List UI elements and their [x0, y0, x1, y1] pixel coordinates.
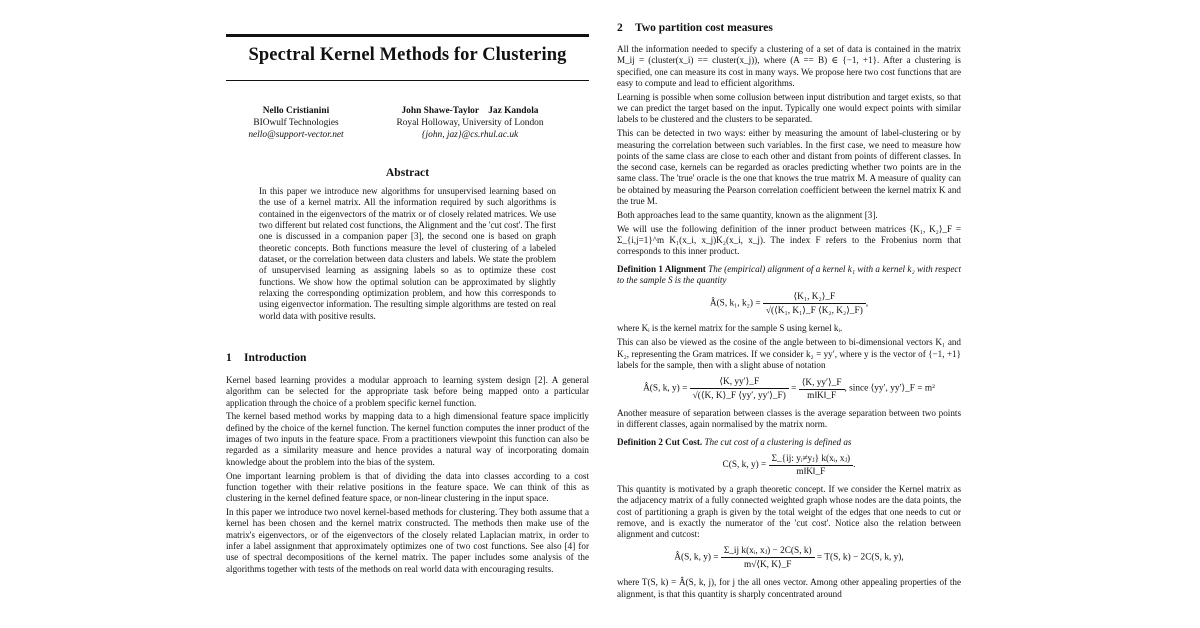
- numerator: ⟨K, yy′⟩_F: [690, 376, 789, 389]
- title-top-rule: [226, 34, 589, 37]
- equation-fraction: [721, 545, 815, 570]
- section-title: Introduction: [244, 352, 307, 364]
- introduction-body: [226, 375, 589, 577]
- section-title: Two partition cost measures: [635, 22, 773, 34]
- equation-lhs: Â(S, k₁, k₂) =: [709, 298, 761, 309]
- equation-lhs: Â(S, k, y) =: [674, 553, 719, 564]
- paragraph: All the information needed to specify a clustering of a set of data is contained in the matrix M_ij = (cluster(x_i) == cluster(x_j)), where (A == B) ∈ {−1, +1}. After a clustering is specified, one can measure its cost in many ways. We propose here two cost functions that are easy to compute and lead to efficient algorithms.: [617, 44, 961, 88]
- equation-tail: , since ⟨yy′, yy′⟩_F = m²: [844, 383, 935, 394]
- author-name: John Shawe-Taylor Jaz Kandola: [401, 106, 539, 116]
- paragraph: This quantity is motivated by a graph theoretic concept. If we consider the Kernel matrix as the adjacency matrix of a fully connected weighted graph whose nodes are the data points, the cost of partitioning a graph is given by the total weight of the edges that one needs to cut or remove, and is exactly the numerator of the 'cut cost'. Notice also the relation between alignment and cutcost:: [617, 483, 961, 540]
- author-1: [244, 105, 348, 142]
- paragraph: Another measure of separation between classes is the average separation between two points in different classes, again normalised by the matrix norm.: [617, 408, 961, 430]
- equation-lhs: C(S, k, y) =: [722, 460, 767, 471]
- section-number: 1: [226, 352, 232, 364]
- equation-equals: =: [791, 383, 797, 394]
- definition-text: The (empirical) alignment of a kernel k₁ with a kernel k₂ with respect to the sample S is the quantity: [617, 263, 962, 286]
- equation-tail: = T(S, k) − 2C(S, k, y),: [816, 553, 904, 564]
- equation-fraction: [799, 377, 845, 401]
- equation-lhs: Â(S, k, y) =: [643, 383, 688, 394]
- paragraph: In this paper we introduce two novel kernel-based methods for clustering. They both assume that a kernel has been chosen and the kernel matrix constructed. The methods then make use of the matrix's eigenvectors, or of the eigenvectors of the closely related Laplacian matrix, in order to infer a label assignment that approximately optimizes one of two cost functions. See also [4] for use of spectral decompositions of the kernel matrix. The paper includes some analysis of the algorithms together with tests of the methods on real world data with encouraging results.: [226, 507, 589, 574]
- equation-fraction: [690, 376, 789, 401]
- numerator: Σ_{ij: yᵢ≠yⱼ} k(xᵢ, xⱼ): [769, 453, 854, 466]
- section-number: 2: [617, 22, 623, 34]
- paragraph: where Kᵢ is the kernel matrix for the sample S using kernel kᵢ.: [617, 323, 843, 334]
- section-2-body: [617, 44, 961, 603]
- abstract-text: In this paper we introduce new algorithms for unsupervised learning based on the use of a kernel matrix. All the information required by such algorithms is contained in the eigenvectors of the matrix or of closely related matrices. We use two different but related cost functions, the Alignment and the 'cut cost'. The first one is discussed in a companion paper [3], the second one is based on graph theoretic concepts. Both functions measure the level of clustering of a labeled dataset, or the correlation between data clusters and labels. We state the problem of unsupervised learning as assigning labels so as to optimize these cost functions. We show how the optimal solution can be approximated by slightly relaxing the corresponding optimization problem, and how this corresponds to using eigenvector information. The resulting simple algorithms are tested on real world data with positive results.: [259, 186, 556, 321]
- author-name: Nello Cristianini: [262, 106, 330, 116]
- title-bottom-rule: [226, 80, 589, 81]
- paragraph: One important learning problem is that of dividing the data into classes according to a cost function together with their relative positions in the feature space. We can think of this as clustering in the kernel defined feature space, or non-linear clustering in the input space.: [226, 470, 589, 504]
- numerator: ⟨K, yy′⟩_F: [799, 377, 845, 390]
- equation-fraction: [763, 291, 869, 317]
- definition-1: [617, 264, 961, 287]
- paragraph: This can be detected in two ways: either by measuring the amount of label-clustering or by measuring the correlation between such variables. In the first case, we need to measure how points of the same class are close to each other and distant from points of different classes. In the second case, kernels can be regarded as oracles predicting whether two points are in the same class. The 'true' oracle is the one that knows the true matrix M. A measure of quality can be obtained by measuring the Pearson correlation coefficient between the kernel matrix K and the true M.: [617, 128, 961, 207]
- equation-alignment: [617, 291, 961, 316]
- author-email: {john, jaz}@cs.rhul.ac.uk: [421, 130, 519, 141]
- paragraph: where T(S, k) = Â(S, k, j), for j the all ones vector. Among other appealing properties of the alignment, is that this quantity is sharply concentrated around: [617, 577, 961, 599]
- paragraph: This can also be viewed as the cosine of the angle between to bi-dimensional vectors K₁ and K₂, representing the Gram matrices. If we consider k₂ = yy′, where y is the vector of {−1, +1} labels for the sample, then with a slight abuse of notation: [617, 337, 961, 370]
- equation-fraction: [769, 453, 854, 477]
- paper-title: Spectral Kernel Methods for Clustering: [248, 45, 567, 65]
- numerator: ⟨K₁, K₂⟩_F: [763, 291, 866, 304]
- definition-2: [617, 437, 961, 448]
- author-affiliation: BIOwulf Technologies: [253, 118, 339, 129]
- denominator: m‖K‖_F: [796, 466, 826, 477]
- equation-tail: ,: [865, 298, 869, 309]
- equation-cut-cost: [617, 453, 961, 477]
- paragraph: Kernel based learning provides a modular approach to learning system design [2]. A general algorithm can be selected for the appropriate task before being mapped onto a particular application through the choice of a problem specific kernel function.: [226, 375, 589, 408]
- numerator: Σ_ij k(xᵢ, xⱼ) − 2C(S, k): [721, 545, 815, 558]
- definition-label: Definition 2 Cut Cost.: [617, 436, 703, 447]
- equation-alignment-cutcost: [617, 545, 961, 570]
- author-2: [366, 105, 574, 142]
- denominator: m‖K‖_F: [807, 390, 837, 401]
- equation-alignment-labels: [617, 376, 961, 401]
- definition-text: The cut cost of a clustering is defined as: [704, 436, 852, 447]
- paragraph: Both approaches lead to the same quantity, known as the alignment [3].: [617, 209, 878, 220]
- denominator: m√⟨K, K⟩_F: [743, 560, 792, 571]
- author-email: nello@support-vector.net: [248, 130, 344, 141]
- definition-label: Definition 1 Alignment: [617, 263, 706, 274]
- abstract-heading: Abstract: [385, 166, 430, 179]
- paragraph: The kernel based method works by mapping data to a high dimensional feature space implicitly defined by the choice of the kernel function. The kernel function computes the inner product of the images of two inputs in the feature space. From a practitioners viewpoint this function can also be regarded as a similarity measure and hence provides a natural way of incorporating domain knowledge about the problem into the bias of the system.: [226, 411, 589, 467]
- paragraph: We will use the following definition of the inner product between matrices ⟨K₁, K₂⟩_F = Σ_{i,j=1}^m K₁(x_i, x_j)K₂(x_i, x_j). The index F refers to the Frobenius norm that corresponds to this inner product.: [617, 223, 961, 257]
- equation-tail: .: [853, 460, 856, 471]
- paragraph: Learning is possible when some collusion between input distribution and target exists, so that we can predict the target based on the input. Typically one would expect points with similar labels to be clustered and the clusters to be separated.: [617, 91, 961, 125]
- section-heading-introduction: [226, 352, 306, 364]
- denominator: √(⟨K₁, K₁⟩_F ⟨K₂, K₂⟩_F): [765, 306, 863, 317]
- section-heading-partition-cost: [617, 22, 773, 34]
- denominator: √(⟨K, K⟩_F ⟨yy′, yy′⟩_F): [692, 391, 786, 402]
- author-affiliation: Royal Holloway, University of London: [396, 118, 544, 129]
